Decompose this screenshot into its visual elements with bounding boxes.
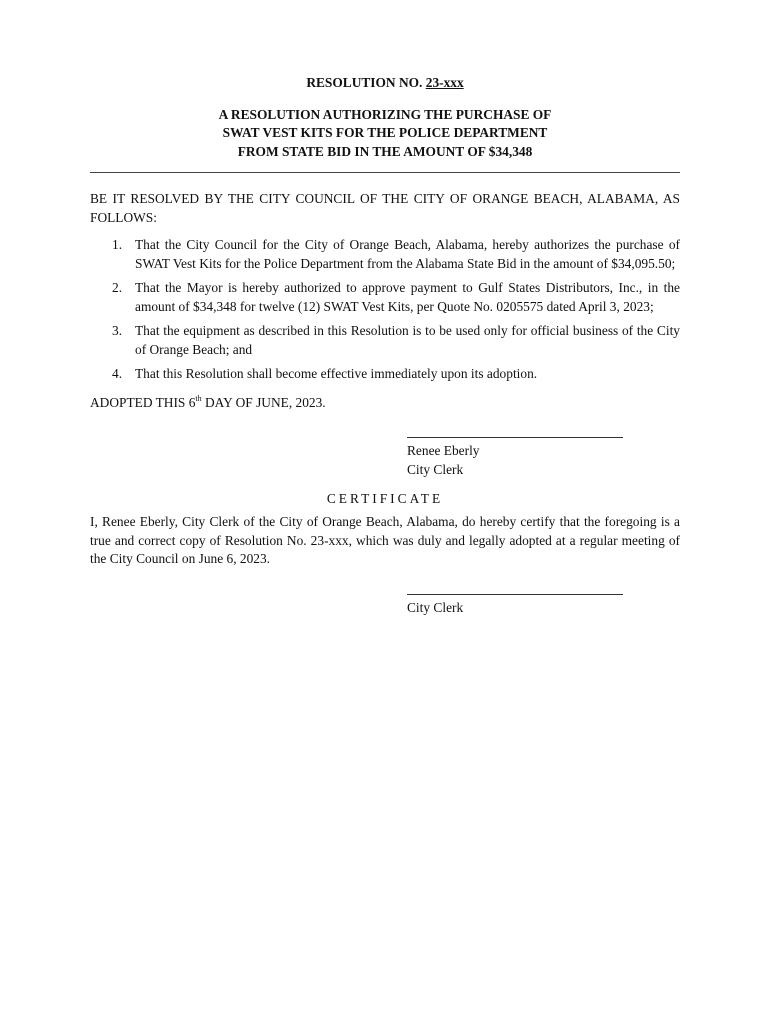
signer-name: Renee Eberly xyxy=(407,443,480,458)
signer-title: City Clerk xyxy=(407,461,464,477)
resolution-title-line-1: A RESOLUTION AUTHORIZING THE PURCHASE OF xyxy=(218,106,552,122)
resolution-item-4 xyxy=(90,365,680,384)
item-number: 3. xyxy=(112,323,123,338)
resolution-item-3 xyxy=(90,322,680,359)
item-number: 2. xyxy=(112,280,123,295)
resolution-title-line-2: SWAT VEST KITS FOR THE POLICE DEPARTMENT xyxy=(222,125,548,140)
resolution-item-1 xyxy=(90,236,680,273)
resolution-intro: BE IT RESOLVED BY THE CITY COUNCIL OF THE CITY OF ORANGE BEACH, ALABAMA, AS FOLLOWS: xyxy=(90,191,680,225)
resolution-number: 23-xxx xyxy=(425,75,464,90)
adoption-ordinal: th xyxy=(195,394,202,403)
item-number: 4. xyxy=(112,366,123,381)
item-text: That the City Council for the City of Orange Beach, Alabama, hereby authorizes the purchase of SWAT Vest Kits for the Police Department from the Alabama State Bid in the amount of $34,095.50; xyxy=(135,237,680,271)
adoption-prefix: ADOPTED THIS 6 xyxy=(90,395,196,410)
resolution-title-line-3: FROM STATE BID IN THE AMOUNT OF $34,348 xyxy=(237,143,533,159)
resolution-label: RESOLUTION NO. xyxy=(306,75,423,90)
certificate-signature-block xyxy=(407,594,623,618)
item-text: That this Resolution shall become effective immediately upon its adoption. xyxy=(135,366,538,381)
item-text: That the equipment as described in this Resolution is to be used only for official business of the City of Orange Beach; and xyxy=(135,323,680,357)
signature-line xyxy=(407,594,623,595)
signer-title: City Clerk xyxy=(407,600,464,615)
item-number: 1. xyxy=(112,237,123,252)
resolution-items xyxy=(90,236,680,384)
resolution-body xyxy=(90,190,680,390)
clerk-signature-block xyxy=(407,437,623,479)
resolution-item-2 xyxy=(90,279,680,316)
certificate-text: I, Renee Eberly, City Clerk of the City of Orange Beach, Alabama, do hereby certify that the foregoing is a true and correct copy of Resolution No. 23-xxx, which was duly and legally adopted at a regular meeting of the City Council on June 6, 2023. xyxy=(90,514,680,566)
header-divider xyxy=(90,172,680,173)
document-header xyxy=(90,74,680,161)
resolution-number-line xyxy=(90,74,680,93)
adoption-rest: DAY OF JUNE, 2023. xyxy=(201,395,326,410)
adoption-date xyxy=(90,393,326,413)
signature-line xyxy=(407,437,623,438)
item-text: That the Mayor is hereby authorized to approve payment to Gulf States Distributors, Inc., in the amount of $34,348 for twelve (12) SWAT Vest Kits, per Quote No. 0205575 dated April 3, 2023; xyxy=(135,280,680,314)
certificate-heading: CERTIFICATE xyxy=(326,491,444,506)
